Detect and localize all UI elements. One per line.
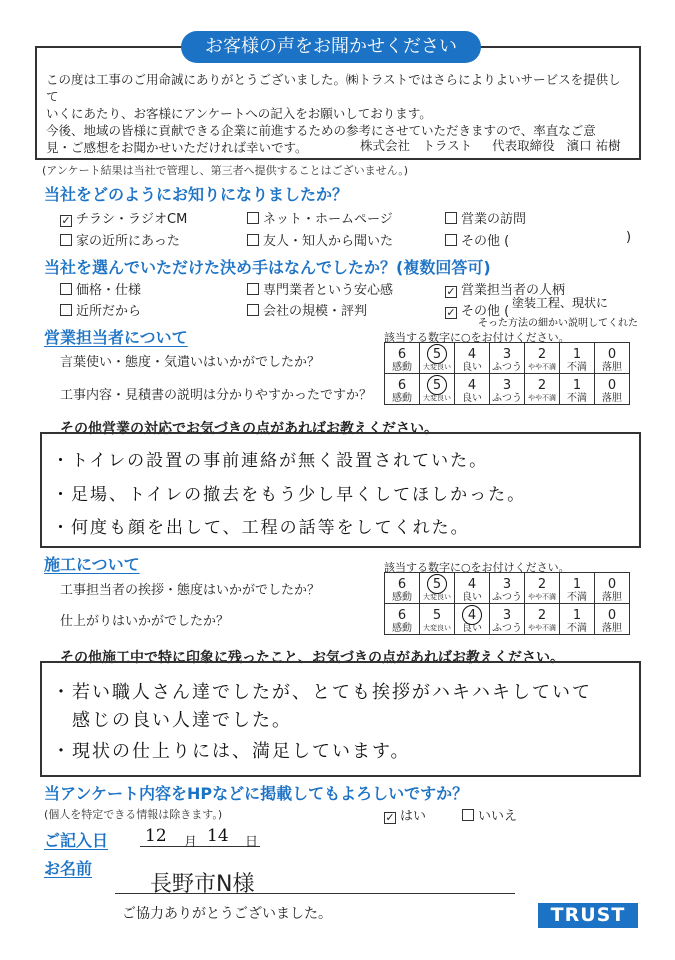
q2-option[interactable]: ✓ その他 ( [446,304,510,319]
checkbox-checked[interactable]: ✓ [61,214,71,227]
q2-heading: 当社を選んでいただけた決め手はなんでしたか？(複数回答可) [44,258,491,277]
rating-cell[interactable]: 4 良い [455,374,490,405]
month-unit: 月 [184,835,198,850]
rating-row [385,573,630,604]
rating-cell[interactable]: 5 大変良い [420,374,455,405]
rating-cell[interactable]: 2 やや不満 [525,343,560,374]
rating-cell[interactable]: 6 感動 [385,573,420,604]
sales-question: 工事内容・見積書の説明は分かりやすかったですか？ [60,388,373,403]
q1-option[interactable]: 友人・知人から聞いた [247,230,393,249]
trust-logo: TRUST [538,903,638,928]
q2-option[interactable]: 会社の規模・評判 [247,300,367,319]
q1-option[interactable]: その他 ( [445,230,509,249]
date-label: ご記入日 [44,831,109,850]
checkbox-checked[interactable]: ✓ [446,285,456,298]
signature [360,136,621,154]
checkbox[interactable] [60,234,72,246]
checkbox[interactable] [445,212,457,224]
rate-instruction: 該当する数字に○をお付けください。 [384,331,570,344]
rating-cell[interactable]: 0 落胆 [595,343,630,374]
rating-cell[interactable]: 4 良い [455,343,490,374]
selected-circle [427,344,447,364]
construction-comment: ・現状の仕上りには、満足しています。 [52,741,411,762]
rating-cell[interactable]: 3 ふつう [490,573,525,604]
construction-question: 工事担当者の挨拶・態度はいかがでしたか？ [60,583,321,598]
rating-row [385,343,630,374]
rating-cell[interactable]: 0 落胆 [595,604,630,635]
rating-cell[interactable]: 5 大変良い [420,573,455,604]
construction-comment: ・若い職人さん達でしたが、とても挨拶がハキハキしていて [52,682,592,703]
checkbox[interactable] [445,234,457,246]
selected-circle [462,605,482,625]
sales-other-prompt: その他営業の対応でお気づきの点があればお教えください。 [60,421,438,437]
selected-circle [427,375,447,395]
date-month: 12 [145,826,167,846]
construction-rating-table [384,572,630,635]
company-name: 株式会社 トラスト [360,138,473,153]
q2-other-text: そった方法の細かい説明してくれた [478,318,638,329]
day-unit: 日 [245,835,259,850]
rating-cell[interactable]: 2 やや不満 [525,604,560,635]
page-title: お客様の声をお聞かせください [181,31,481,63]
checkbox-checked[interactable]: ✓ [446,306,456,319]
q2-other-text: 塗装工程、現状に [512,296,609,310]
rating-cell[interactable]: 1 不満 [560,343,595,374]
q2-option[interactable]: ✓ 営業担当者の人柄 [446,283,566,298]
checkbox[interactable] [60,283,72,295]
publish-heading: 当アンケート内容をHPなどに掲載してもよろしいですか？ [44,784,469,803]
rating-cell[interactable]: 6 感動 [385,343,420,374]
checkbox-checked[interactable]: ✓ [385,811,395,824]
rating-cell[interactable]: 1 不満 [560,604,595,635]
intro-line: 今後、地域の皆様に貢献できる企業に前進するための参考にさせていただきますので、率直なご意 [46,123,596,138]
selected-circle [427,574,447,594]
name-label: お名前 [44,859,93,878]
intro-line: この度は工事のご用命誠にありがとうございました。㈱トラストではさらによりよいサービスを提供して [46,72,621,104]
sales-rating-table [384,342,630,405]
rating-cell[interactable]: 2 やや不満 [525,374,560,405]
q1-option[interactable]: 家の近所にあった [60,230,180,249]
rating-cell[interactable]: 2 やや不満 [525,573,560,604]
q1-close-paren: ) [626,230,632,245]
q1-option[interactable]: 営業の訪問 [445,208,526,227]
rating-cell[interactable]: 3 ふつう [490,374,525,405]
sales-comment: ・足場、トイレの撤去をもう少し早くしてほしかった。 [52,485,527,505]
construction-other-prompt: その他施工中で特に印象に残ったこと、お気づきの点があればお教えください。 [60,650,564,666]
privacy-note: (アンケート結果は当社で管理し、第三者へ提供することはございません。) [42,164,409,177]
rating-cell[interactable]: 5 大変良い [420,343,455,374]
checkbox[interactable] [60,304,72,316]
checkbox[interactable] [247,304,259,316]
checkbox[interactable] [247,212,259,224]
rating-row [385,374,630,405]
rating-cell[interactable]: 1 不満 [560,573,595,604]
name-value: 長野市N様 [150,872,255,897]
intro-line: 見・ご感想をお聞かせいただければ幸いです。 [46,140,308,155]
construction-comment: 感じの良い人達でした。 [52,710,292,731]
checkbox[interactable] [247,283,259,295]
sales-comment: ・何度も顔を出して、工程の話等をしてくれた。 [52,518,470,538]
rating-cell[interactable]: 5 大変良い [420,604,455,635]
rating-cell[interactable]: 4 良い [455,573,490,604]
publish-note: (個人を特定できる情報は除きます。) [44,808,223,821]
construction-heading: 施工について [44,555,140,574]
rating-cell[interactable]: 0 落胆 [595,573,630,604]
sales-question: 言葉使い・態度・気遣いはいかがでしたか？ [60,355,321,370]
publish-no-option[interactable]: いいえ [462,805,517,824]
rating-cell[interactable]: 1 不満 [560,374,595,405]
rating-cell[interactable]: 3 ふつう [490,604,525,635]
intro-line: いくにあたり、お客様にアンケートへの記入をお願いしております。 [46,106,432,121]
sales-comment: ・トイレの設置の事前連絡が無く設置されていた。 [52,451,489,471]
rep-title: 代表取締役 [492,138,555,153]
rating-row [385,604,630,635]
q1-heading: 当社をどのようにお知りになりましたか？ [44,185,349,204]
q2-option[interactable]: 近所だから [60,300,141,319]
rating-cell[interactable]: 6 感動 [385,604,420,635]
rating-cell[interactable]: 6 感動 [385,374,420,405]
checkbox[interactable] [247,234,259,246]
rating-cell[interactable]: 4 良い [455,604,490,635]
rep-name: 濱口 祐樹 [566,138,621,153]
rating-cell[interactable]: 3 ふつう [490,343,525,374]
sales-heading: 営業担当者について [44,328,188,347]
thanks-text: ご協力ありがとうございました。 [122,906,332,922]
checkbox[interactable] [462,809,474,821]
date-day: 14 [207,826,229,846]
q2-option[interactable]: 価格・仕様 [60,279,141,298]
construction-question: 仕上がりはいかがでしたか？ [60,614,230,629]
rate-instruction: 該当する数字に○をお付けください。 [384,561,570,574]
q1-option[interactable]: ✓ チラシ・ラジオCM [61,212,188,227]
date-underline [140,846,260,847]
q1-option[interactable]: ネット・ホームページ [247,208,393,227]
publish-yes-option[interactable]: ✓ はい [385,809,427,824]
rating-cell[interactable]: 0 落胆 [595,374,630,405]
name-underline [115,893,515,894]
q2-option[interactable]: 専門業者という安心感 [247,279,393,298]
